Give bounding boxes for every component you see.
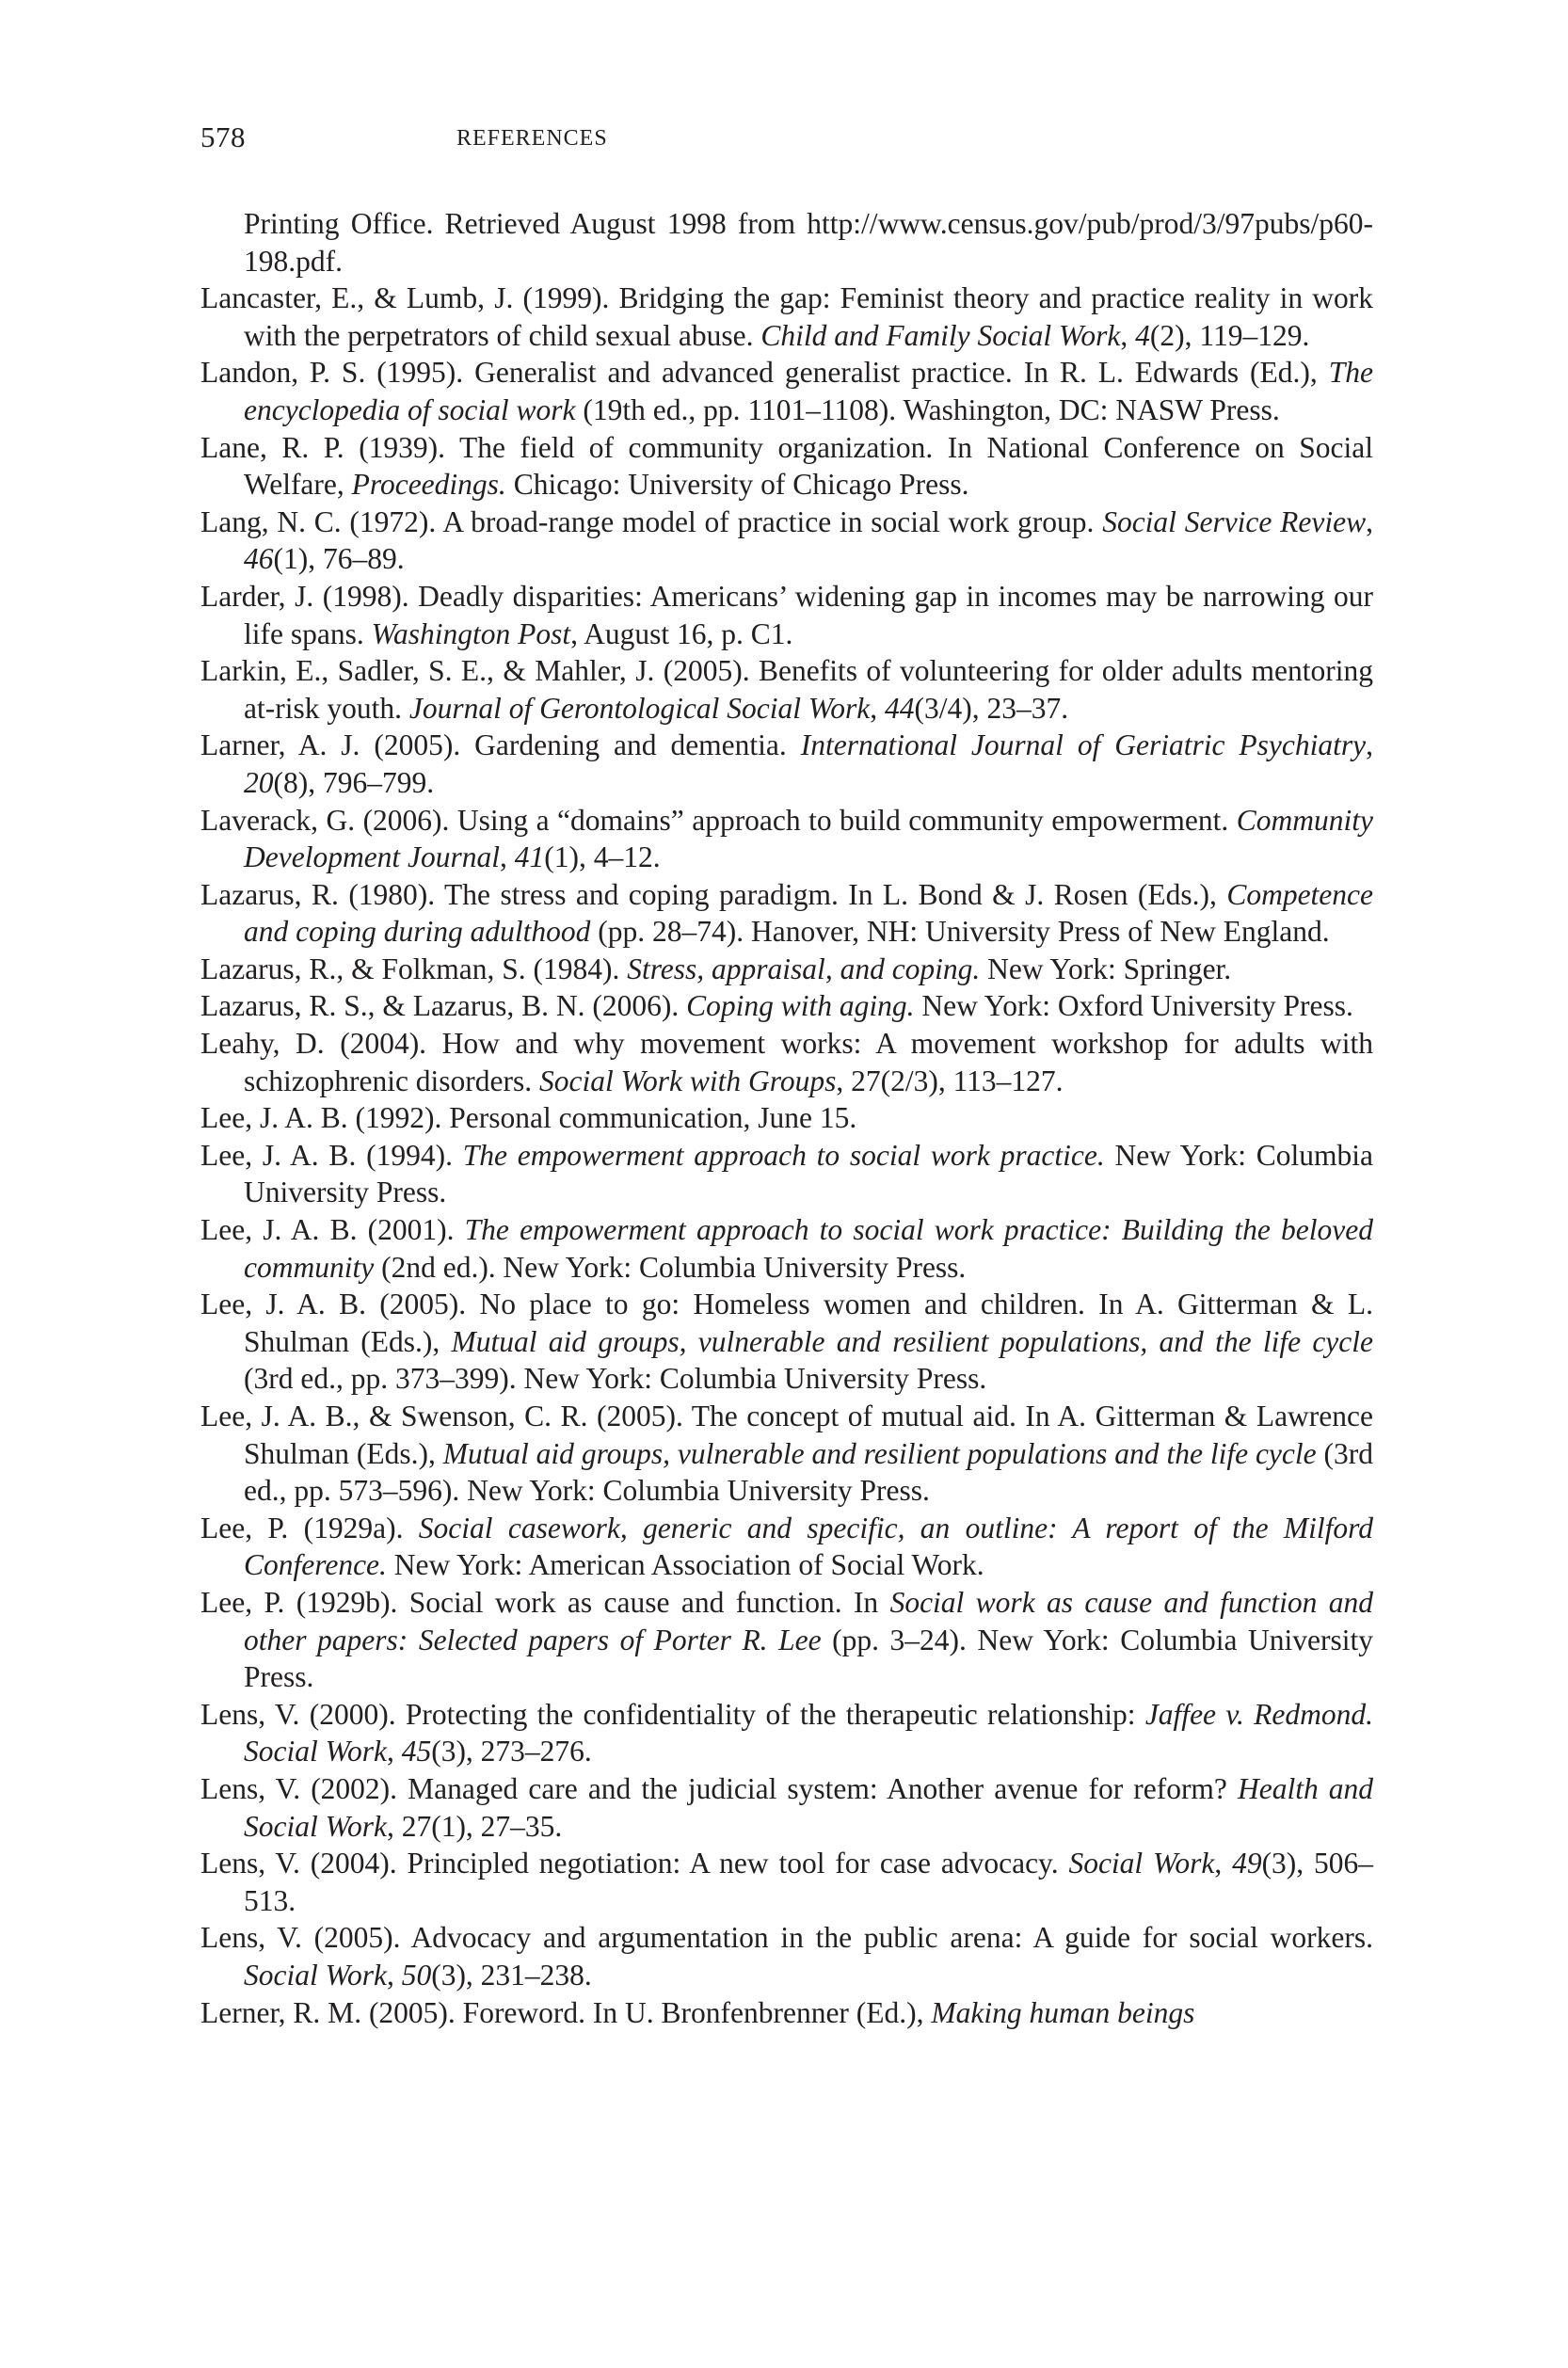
reference-entry: [200, 1510, 1373, 1584]
reference-text: , 27(2/3), 113–127.: [836, 1064, 1064, 1097]
reference-text: Lazarus, R. S., & Lazarus, B. N. (2006).: [200, 989, 687, 1023]
reference-italic-text: Proceedings.: [351, 468, 506, 502]
reference-italic-text: The encyclopedia of social work: [244, 356, 1373, 426]
reference-text: Lee, J. A. B. (1994).: [200, 1138, 463, 1172]
reference-text: (2), 119–129.: [1149, 318, 1310, 352]
reference-entry: [200, 1696, 1373, 1770]
reference-entry: [200, 1025, 1373, 1099]
reference-text: Lens, V. (2002). Managed care and the judicial system: Another avenue for reform?: [200, 1771, 1238, 1805]
reference-text: Landon, P. S. (1995). Generalist and advanced generalist practice. In R. L. Edwards (Ed.),: [200, 356, 1329, 390]
reference-text: Larner, A. J. (2005). Gardening and dementia.: [200, 728, 801, 762]
reference-text: (3rd ed., pp. 573–596). New York: Columbia University Press.: [244, 1436, 1373, 1508]
reference-text: ,: [386, 1958, 402, 1992]
reference-italic-text: The empowerment approach to social work practice.: [462, 1138, 1105, 1172]
reference-italic-text: The empowerment approach to social work practice: Building the beloved community: [244, 1213, 1373, 1284]
reference-italic-text: Social Work with Groups: [539, 1064, 837, 1097]
reference-text: (8), 796–799.: [273, 765, 435, 799]
reference-entry: [200, 1099, 1373, 1137]
reference-entry: [200, 1919, 1373, 1993]
reference-text: ,: [1366, 504, 1373, 538]
reference-italic-text: Competence and coping during adulthood: [244, 877, 1373, 949]
reference-text: Lee, P. (1929b). Social work as cause and function. In: [200, 1585, 890, 1619]
reference-entry: [200, 652, 1373, 727]
reference-italic-text: Social Work: [1068, 1847, 1215, 1880]
reference-italic-text: 46: [244, 542, 274, 576]
reference-text: Lerner, R. M. (2005). Foreword. In U. Bronfenbrenner (Ed.),: [200, 1995, 932, 2029]
reference-italic-text: Social Service Review: [1102, 504, 1367, 538]
reference-text: Lens, V. (2005). Advocacy and argumentation in the public arena: A guide for social workers.: [200, 1921, 1373, 1955]
reference-text: ,: [500, 840, 515, 874]
reference-italic-text: Social Work: [244, 1958, 387, 1992]
reference-italic-text: 4: [1135, 318, 1150, 352]
reference-text: Lens, V. (2004). Principled negotiation: A new tool for case advocacy.: [200, 1847, 1069, 1880]
reference-entry: [200, 876, 1373, 951]
page-number: 578: [200, 120, 246, 153]
reference-italic-text: 44: [884, 691, 915, 725]
reference-text: (3rd ed., pp. 373–399). New York: Columbia University Press.: [244, 1362, 987, 1396]
reference-text: Lane, R. P. (1939). The field of community organization. In National Conference on Social Welfare,: [200, 430, 1373, 502]
reference-italic-text: Coping with aging.: [686, 989, 915, 1023]
reference-text: Lee, J. A. B. (2001).: [200, 1213, 465, 1247]
reference-italic-text: Making human beings: [931, 1995, 1195, 2029]
reference-text: Lee, P. (1929a).: [200, 1511, 419, 1544]
reference-italic-text: Washington Post: [371, 616, 571, 650]
reference-continuation: Printing Office. Retrieved August 1998 from http://www.census.gov/pub/prod/3/97pubs/p60-198.pdf.: [244, 207, 1373, 278]
reference-text: (pp. 3–24). New York: Columbia University Press.: [244, 1623, 1373, 1694]
running-head: REFERENCES: [456, 126, 608, 151]
reference-entry: [200, 1286, 1373, 1398]
reference-italic-text: 49: [1232, 1847, 1262, 1880]
reference-italic-text: Community Development Journal: [244, 803, 1373, 874]
reference-entry: [200, 727, 1373, 801]
reference-text: (19th ed., pp. 1101–1108). Washington, DC: NASW Press.: [575, 392, 1280, 426]
reference-text: Chicago: University of Chicago Press.: [505, 468, 969, 502]
reference-entry: [200, 578, 1373, 652]
reference-entry: [200, 280, 1373, 354]
reference-italic-text: 20: [244, 765, 274, 799]
reference-entry: [200, 504, 1373, 578]
reference-text: ,: [1366, 728, 1373, 762]
reference-text: Larder, J. (1998). Deadly disparities: Americans’ widening gap in incomes may be narrowing our life spans.: [200, 579, 1373, 650]
reference-text: Laverack, G. (2006). Using a “domains” approach to build community empowerment.: [200, 803, 1237, 837]
reference-italic-text: Mutual aid groups, vulnerable and resilient populations, and the life cycle: [451, 1324, 1374, 1358]
reference-text: Lancaster, E., & Lumb, J. (1999). Bridging the gap: Feminist theory and practice reality in work with the perpetrators of child sexual abuse.: [200, 281, 1373, 352]
reference-entry: [200, 1770, 1373, 1845]
reference-italic-text: Stress, appraisal, and coping.: [627, 952, 981, 985]
reference-text: Larkin, E., Sadler, S. E., & Mahler, J. (2005). Benefits of volunteering for older adults mentoring at-risk youth.: [200, 654, 1373, 725]
reference-entry: [200, 802, 1373, 876]
reference-italic-text: International Journal of Geriatric Psychiatry: [800, 728, 1367, 762]
reference-text: Lee, J. A. B. (2005). No place to go: Homeless women and children. In A. Gitterman & L. Shulman (Eds.),: [200, 1288, 1373, 1358]
reference-text: (3), 231–238.: [431, 1958, 592, 1992]
reference-italic-text: Social work as cause and function and other papers: Selected papers of Porter R. Lee: [244, 1585, 1374, 1656]
reference-text: , August 16, p. C1.: [570, 616, 793, 650]
reference-entry: [200, 951, 1373, 988]
reference-entry: [200, 1211, 1373, 1286]
reference-text: Leahy, D. (2004). How and why movement works: A movement workshop for adults with schizophrenic disorders.: [200, 1027, 1373, 1097]
reference-text: ,: [1214, 1847, 1233, 1880]
reference-entry: [200, 1845, 1373, 1919]
reference-text: Lee, J. A. B., & Swenson, C. R. (2005). The concept of mutual aid. In A. Gitterman & Lawrence Shulman (Eds.),: [200, 1400, 1373, 1470]
reference-text: ,: [1120, 318, 1136, 352]
reference-text: (2nd ed.). New York: Columbia University Press.: [374, 1250, 967, 1284]
reference-text: Lazarus, R., & Folkman, S. (1984).: [200, 952, 628, 985]
page-header: [200, 120, 1386, 168]
reference-list: [200, 205, 1373, 2031]
reference-entry: [200, 354, 1373, 428]
reference-text: New York: Oxford University Press.: [914, 989, 1353, 1023]
reference-entry: [200, 1137, 1373, 1211]
reference-italic-text: Health and Social Work: [244, 1771, 1373, 1843]
reference-entry: [200, 429, 1373, 504]
reference-text: New York: American Association of Social Work.: [386, 1548, 984, 1582]
reference-text: Lang, N. C. (1972). A broad-range model of practice in social work group.: [200, 504, 1103, 538]
reference-text: ,: [870, 691, 885, 725]
reference-entry: [200, 987, 1373, 1025]
reference-text: (3/4), 23–37.: [914, 691, 1069, 725]
reference-text: (1), 76–89.: [273, 542, 405, 576]
reference-text: New York: Springer.: [980, 952, 1232, 985]
reference-text: (3), 506–513.: [244, 1847, 1373, 1917]
reference-text: New York: Columbia University Press.: [244, 1138, 1373, 1209]
reference-entry: [200, 1994, 1373, 2032]
reference-italic-text: 50: [401, 1958, 432, 1992]
reference-entry: [200, 1398, 1373, 1510]
reference-italic-text: Social casework, generic and specific, an outline: A report of the Milford Conference.: [244, 1511, 1373, 1582]
reference-italic-text: 41: [514, 840, 545, 874]
reference-entry: [200, 1584, 1373, 1696]
reference-italic-text: Mutual aid groups, vulnerable and resilient populations and the life cycle: [442, 1436, 1317, 1470]
reference-text: Lee, J. A. B. (1992). Personal communication, June 15.: [200, 1101, 857, 1135]
reference-text: Lazarus, R. (1980). The stress and coping paradigm. In L. Bond & J. Rosen (Eds.),: [200, 877, 1227, 911]
reference-text: Lens, V. (2000). Protecting the confidentiality of the therapeutic relationship:: [200, 1697, 1145, 1731]
reference-italic-text: Jaffee v. Redmond. Social Work: [244, 1697, 1374, 1768]
reference-italic-text: 45: [401, 1735, 432, 1768]
reference-italic-text: Child and Family Social Work: [760, 318, 1121, 352]
reference-text: ,: [386, 1735, 402, 1768]
reference-text: (1), 4–12.: [544, 840, 661, 874]
reference-text: (3), 273–276.: [431, 1735, 592, 1768]
reference-text: (pp. 28–74). Hanover, NH: University Press of New England.: [590, 915, 1330, 949]
reference-italic-text: Journal of Gerontological Social Work: [408, 691, 871, 725]
reference-text: , 27(1), 27–35.: [386, 1809, 563, 1843]
